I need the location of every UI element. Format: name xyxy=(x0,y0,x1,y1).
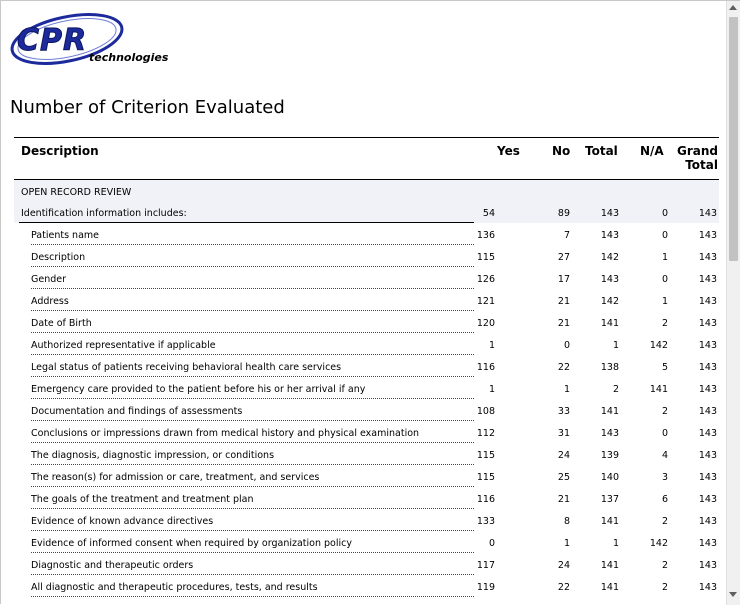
row-yes: 115 xyxy=(476,252,495,263)
row-total: 1 xyxy=(612,340,619,351)
row-no: 21 xyxy=(557,494,570,505)
row-total: 141 xyxy=(600,582,619,593)
row-total: 1 xyxy=(612,538,619,549)
row-na: 6 xyxy=(661,494,668,505)
row-description: Evidence of informed consent when required by organization policy xyxy=(31,538,352,549)
row-yes: 126 xyxy=(476,274,495,285)
row-yes: 136 xyxy=(476,230,495,241)
row-no: 22 xyxy=(557,582,570,593)
row-description: Documentation and findings of assessments xyxy=(31,406,243,417)
row-no: 24 xyxy=(557,560,570,571)
row-no: 33 xyxy=(557,406,570,417)
row-total: 143 xyxy=(600,274,619,285)
row-no: 1 xyxy=(563,384,570,395)
table-header xyxy=(14,138,719,180)
row-yes: 121 xyxy=(476,296,495,307)
header-yes: Yes xyxy=(497,144,520,158)
vertical-scrollbar[interactable] xyxy=(726,1,740,605)
row-yes: 1 xyxy=(488,340,495,351)
row-total: 138 xyxy=(600,362,619,373)
row-no: 0 xyxy=(563,340,570,351)
row-description: Conclusions or impressions drawn from medical history and physical examination xyxy=(31,428,420,439)
row-na: 4 xyxy=(661,450,668,461)
row-grand: 143 xyxy=(698,450,717,461)
row-description: Emergency care provided to the patient before his or her arrival if any xyxy=(31,384,366,395)
row-na: 2 xyxy=(661,406,668,417)
table-row xyxy=(14,399,719,421)
row-na: 1 xyxy=(661,252,668,263)
page-title: Number of Criterion Evaluated xyxy=(10,97,285,118)
row-yes: 1 xyxy=(488,384,495,395)
row-total: 142 xyxy=(600,296,619,307)
row-no: 7 xyxy=(563,230,570,241)
row-yes: 112 xyxy=(476,428,495,439)
scroll-thumb[interactable] xyxy=(729,17,738,261)
row-grand: 143 xyxy=(698,560,717,571)
row-na: 3 xyxy=(661,472,668,483)
row-description: Legal status of patients receiving behavioral health care services xyxy=(31,362,342,373)
table-row xyxy=(14,267,719,289)
table-row xyxy=(14,421,719,443)
row-na: 0 xyxy=(661,274,668,285)
row-yes: 117 xyxy=(476,560,495,571)
table-row xyxy=(14,377,719,399)
row-grand: 143 xyxy=(698,318,717,329)
criterion-table xyxy=(14,137,719,597)
row-yes: 120 xyxy=(476,318,495,329)
row-description: Authorized representative if applicable xyxy=(31,340,216,351)
section-row xyxy=(14,180,719,201)
table-row xyxy=(14,311,719,333)
header-grand-total-line1: Grand xyxy=(677,144,718,158)
header-description: Description xyxy=(21,144,99,158)
table-row xyxy=(14,553,719,575)
scroll-down-icon[interactable] xyxy=(729,592,737,597)
row-na: 142 xyxy=(649,340,668,351)
table-row xyxy=(14,245,719,267)
header-na: N/A xyxy=(640,144,664,158)
row-description: Description xyxy=(31,252,86,263)
row-na: 2 xyxy=(661,516,668,527)
row-description: Evidence of known advance directives xyxy=(31,516,214,527)
row-no: 22 xyxy=(557,362,570,373)
row-total: 140 xyxy=(600,472,619,483)
row-yes: 119 xyxy=(476,582,495,593)
row-description: The goals of the treatment and treatment plan xyxy=(31,494,254,505)
row-na: 0 xyxy=(661,230,668,241)
row-grand: 143 xyxy=(698,340,717,351)
row-grand: 143 xyxy=(698,252,717,263)
row-grand: 143 xyxy=(698,582,717,593)
row-total: 142 xyxy=(600,252,619,263)
row-grand: 143 xyxy=(698,362,717,373)
group-total: 143 xyxy=(600,208,619,219)
row-grand: 143 xyxy=(698,472,717,483)
row-no: 21 xyxy=(557,318,570,329)
row-description: Patients name xyxy=(31,230,99,241)
group-description: Identification information includes: xyxy=(21,208,187,219)
row-total: 141 xyxy=(600,318,619,329)
group-grand-total: 143 xyxy=(698,208,717,219)
header-total: Total xyxy=(585,144,618,158)
row-no: 27 xyxy=(557,252,570,263)
table-row xyxy=(14,531,719,553)
row-description: The diagnosis, diagnostic impression, or conditions xyxy=(31,450,275,461)
row-na: 2 xyxy=(661,582,668,593)
row-total: 141 xyxy=(600,516,619,527)
row-no: 21 xyxy=(557,296,570,307)
row-grand: 143 xyxy=(698,494,717,505)
row-grand: 143 xyxy=(698,428,717,439)
header-no: No xyxy=(552,144,571,158)
row-description: Address xyxy=(31,296,69,307)
row-na: 2 xyxy=(661,560,668,571)
logo-subtitle: technologies xyxy=(89,51,169,64)
row-grand: 143 xyxy=(698,384,717,395)
row-yes: 0 xyxy=(488,538,495,549)
group-no: 89 xyxy=(557,208,570,219)
header-grand-total xyxy=(676,144,718,172)
row-total: 143 xyxy=(600,230,619,241)
group-na: 0 xyxy=(661,208,668,219)
row-total: 137 xyxy=(600,494,619,505)
row-yes: 116 xyxy=(476,362,495,373)
row-na: 5 xyxy=(661,362,668,373)
table-row xyxy=(14,333,719,355)
row-no: 1 xyxy=(563,538,570,549)
row-grand: 143 xyxy=(698,538,717,549)
row-yes: 115 xyxy=(476,450,495,461)
group-row xyxy=(14,201,719,223)
scroll-up-icon[interactable] xyxy=(729,5,737,10)
section-label: OPEN RECORD REVIEW xyxy=(21,187,132,198)
table-row xyxy=(14,223,719,245)
row-grand: 143 xyxy=(698,296,717,307)
row-description: Gender xyxy=(31,274,67,285)
row-total: 143 xyxy=(600,428,619,439)
row-na: 0 xyxy=(661,428,668,439)
cpr-technologies-logo xyxy=(7,11,192,73)
group-yes: 54 xyxy=(482,208,495,219)
table-row xyxy=(14,575,719,597)
row-total: 141 xyxy=(600,560,619,571)
row-yes: 116 xyxy=(476,494,495,505)
row-no: 17 xyxy=(557,274,570,285)
logo-brand: CPR xyxy=(17,23,88,58)
row-na: 142 xyxy=(649,538,668,549)
row-na: 141 xyxy=(649,384,668,395)
row-description: All diagnostic and therapeutic procedures, tests, and results xyxy=(31,582,318,593)
row-total: 141 xyxy=(600,406,619,417)
row-grand: 143 xyxy=(698,406,717,417)
table-row xyxy=(14,465,719,487)
row-na: 1 xyxy=(661,296,668,307)
table-body xyxy=(14,223,719,597)
row-no: 8 xyxy=(563,516,570,527)
row-yes: 108 xyxy=(476,406,495,417)
row-grand: 143 xyxy=(698,516,717,527)
row-grand: 143 xyxy=(698,230,717,241)
row-total: 139 xyxy=(600,450,619,461)
row-description: Diagnostic and therapeutic orders xyxy=(31,560,194,571)
row-yes: 133 xyxy=(476,516,495,527)
row-description: Date of Birth xyxy=(31,318,92,329)
row-description: The reason(s) for admission or care, treatment, and services xyxy=(31,472,320,483)
table-row xyxy=(14,487,719,509)
header-grand-total-line2: Total xyxy=(685,158,718,172)
table-row xyxy=(14,509,719,531)
table-row xyxy=(14,443,719,465)
row-grand: 143 xyxy=(698,274,717,285)
row-no: 25 xyxy=(557,472,570,483)
row-yes: 115 xyxy=(476,472,495,483)
row-total: 2 xyxy=(612,384,619,395)
row-no: 31 xyxy=(557,428,570,439)
row-no: 24 xyxy=(557,450,570,461)
table-row xyxy=(14,355,719,377)
row-na: 2 xyxy=(661,318,668,329)
table-row xyxy=(14,289,719,311)
